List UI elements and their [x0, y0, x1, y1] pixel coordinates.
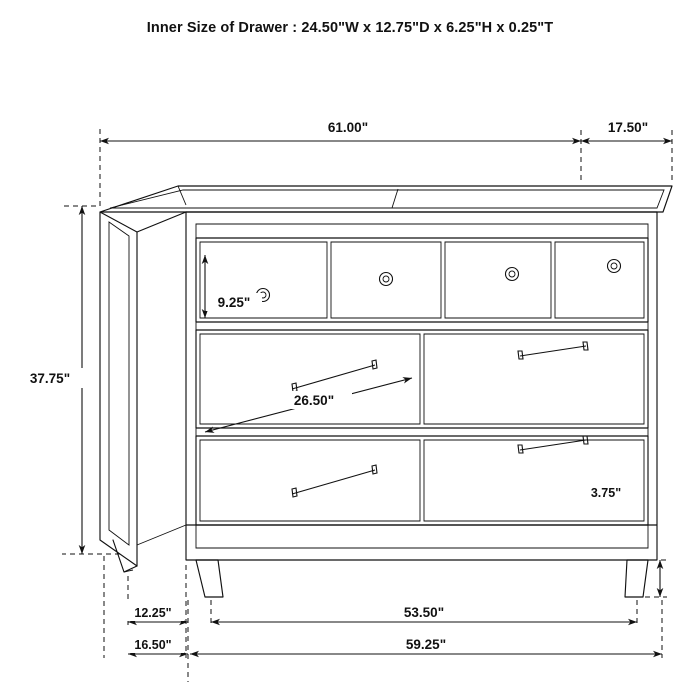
overall-height-label: 37.75" [29, 371, 71, 386]
dresser-top-inset [110, 190, 664, 208]
dresser-left-top-edge [137, 212, 186, 232]
dresser-illustration [100, 186, 672, 597]
drawer-row-middle [196, 330, 648, 428]
dimension-labels [17, 118, 664, 653]
dresser-front-face [186, 212, 657, 560]
pull-middle-left [292, 360, 377, 392]
leg-front-right [625, 560, 648, 597]
leg-back-left [113, 540, 137, 572]
front-width-outer-label: 59.25" [405, 637, 447, 652]
large-drawer-width-label: 26.50" [293, 393, 335, 408]
top-width-label: 61.00" [327, 120, 369, 135]
drawer-row-bottom [196, 436, 648, 525]
drawer-row-top [196, 238, 648, 322]
page-title: Inner Size of Drawer : 24.50"W x 12.75"D x 6.25"H x 0.25"T [146, 20, 554, 36]
front-width-inner-label: 53.50" [403, 605, 445, 620]
leg-front-left [196, 560, 223, 597]
foot-depth-front-label: 12.25" [134, 606, 172, 620]
pull-middle-right [518, 342, 588, 359]
dresser-left-side-panel [100, 212, 137, 566]
leg-height-label: 3.75" [590, 486, 622, 500]
dresser-left-panel-inset [109, 222, 129, 545]
pull-bottom-left [292, 465, 377, 497]
top-depth-label: 17.50" [607, 120, 649, 135]
drawer-small-4 [555, 242, 644, 318]
drawer-bottom-right [424, 440, 644, 521]
small-drawer-height-label: 9.25" [217, 295, 251, 310]
dresser-top-seam [392, 189, 398, 208]
dresser-top-corner-seam [178, 186, 186, 205]
dimension-lines [62, 128, 672, 682]
foot-depth-back-label: 16.50" [134, 638, 172, 652]
knob-drawer-4 [608, 260, 621, 273]
drawer-middle-right [424, 334, 644, 424]
knob-drawer-3 [506, 268, 519, 281]
pull-bottom-right [518, 436, 588, 453]
drawer-small-3 [445, 242, 551, 318]
knob-drawer-2 [380, 273, 393, 286]
drawer-middle-left [200, 334, 420, 424]
dresser-bottom-side-rail [137, 525, 186, 545]
drawer-bottom-left [200, 440, 420, 521]
